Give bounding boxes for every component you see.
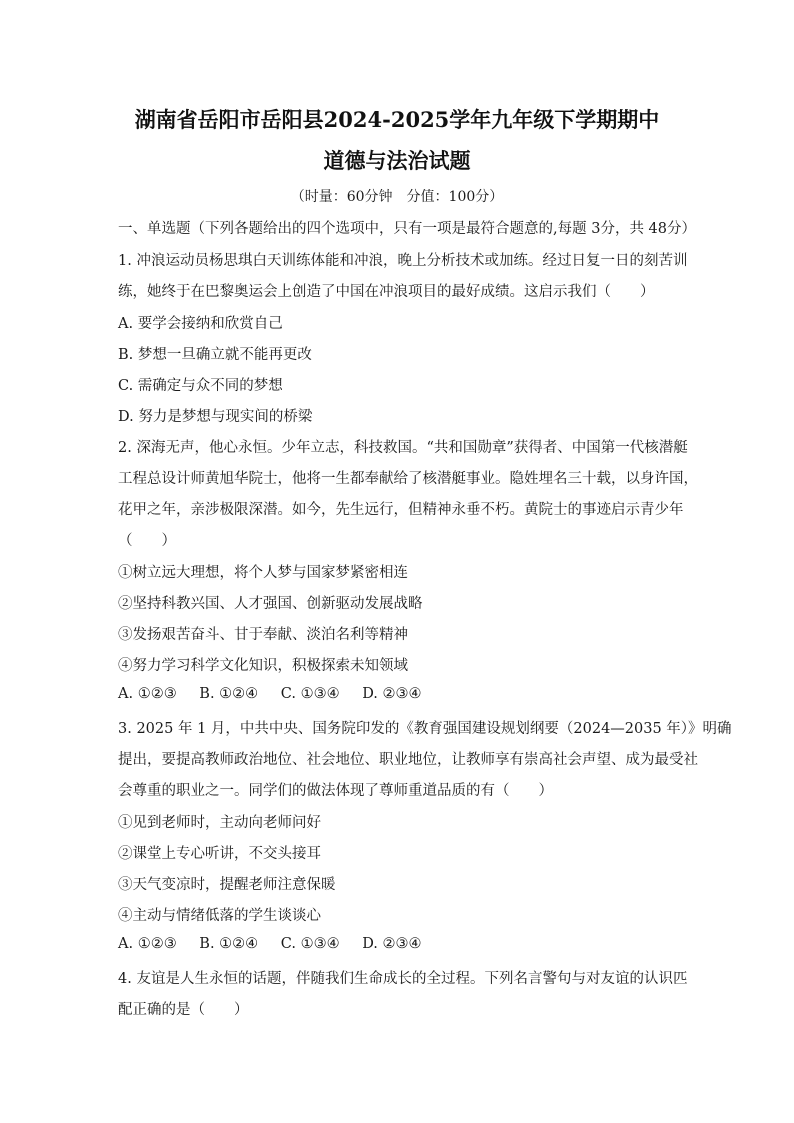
q3-statement-4: ④主动与情绪低落的学生谈谈心 xyxy=(118,908,321,924)
q3-stem-line1: 3. 2025 年 1 月，中共中央、国务院印发的《教育强国建设规划纲要（2024—2035 年）》明确 xyxy=(118,721,732,737)
q1-option-d: D. 努力是梦想与现实间的桥梁 xyxy=(118,409,313,425)
q2-stem-line3: 花甲之年，亲涉极限深潜。如今，先生远行，但精神永垂不朽。黄院士的事迹启示青少年 xyxy=(118,502,684,518)
exam-title-line2: 道德与法治试题 xyxy=(323,148,471,173)
section-heading: 一、单选题（下列各题给出的四个选项中，只有一项是最符合题意的,每题 3分，共 48分） xyxy=(118,221,697,237)
q2-option-a: A. ①②③ xyxy=(118,686,177,702)
q3-stem-line3: 会尊重的职业之一。同学们的做法体现了尊师重道品质的有（ ） xyxy=(118,783,553,799)
q2-statement-1: ①树立远大理想，将个人梦与国家梦紧密相连 xyxy=(118,565,408,581)
q2-option-d: D. ②③④ xyxy=(362,686,422,702)
q4-stem-line1: 4. 友谊是人生永恒的话题，伴随我们生命成长的全过程。下列名言警句与对友谊的认识匹 xyxy=(118,971,688,987)
q3-stem-line2: 提出，要提高教师政治地位、社会地位、职业地位，让教师享有崇高社会声望、成为最受社 xyxy=(118,752,698,768)
q3-statement-1: ①见到老师时，主动向老师问好 xyxy=(118,815,321,831)
q3-option-d: D. ②③④ xyxy=(362,936,422,952)
q2-statement-4: ④努力学习科学文化知识，积极探索未知领域 xyxy=(118,658,408,674)
q3-statement-2: ②课堂上专心听讲，不交头接耳 xyxy=(118,846,321,862)
q4-stem-line2: 配正确的是（ ） xyxy=(118,1002,249,1018)
q3-option-a: A. ①②③ xyxy=(118,936,177,952)
q2-stem-line1: 2. 深海无声，他心永恒。少年立志，科技救国。“共和国勋章”获得者、中国第一代核潜艇 xyxy=(118,440,688,456)
q3-options xyxy=(118,936,440,952)
exam-time-score: （时量：60分钟 分值：100分） xyxy=(290,189,504,205)
q2-option-b: B. ①②④ xyxy=(199,686,259,702)
q1-stem-line2: 练，她终于在巴黎奥运会上创造了中国在冲浪项目的最好成绩。这启示我们（ ） xyxy=(118,284,655,300)
q2-statement-3: ③发扬艰苦奋斗、甘于奉献、淡泊名利等精神 xyxy=(118,627,408,643)
q3-option-c: C. ①③④ xyxy=(280,936,340,952)
q3-statement-3: ③天气变凉时，提醒老师注意保暖 xyxy=(118,877,336,893)
q2-option-c: C. ①③④ xyxy=(280,686,340,702)
q1-option-a: A. 要学会接纳和欣赏自己 xyxy=(118,316,283,332)
q1-stem-line1: 1. 冲浪运动员杨思琪白天训练体能和冲浪，晚上分析技术或加练。经过日复一日的刻苦训 xyxy=(118,253,688,269)
q2-statement-2: ②坚持科教兴国、人才强国、创新驱动发展战略 xyxy=(118,596,423,612)
q2-stem-line4: （ ） xyxy=(118,533,176,549)
q1-option-b: B. 梦想一旦确立就不能再更改 xyxy=(118,347,312,363)
exam-title-line1: 湖南省岳阳市岳阳县2024-2025学年九年级下学期期中 xyxy=(134,107,660,132)
q1-option-c: C. 需确定与众不同的梦想 xyxy=(118,378,283,394)
q2-stem-line2: 工程总设计师黄旭华院士，他将一生都奉献给了核潜艇事业。隐姓埋名三十载，以身许国， xyxy=(118,471,698,487)
q3-option-b: B. ①②④ xyxy=(199,936,259,952)
q2-options xyxy=(118,686,440,702)
